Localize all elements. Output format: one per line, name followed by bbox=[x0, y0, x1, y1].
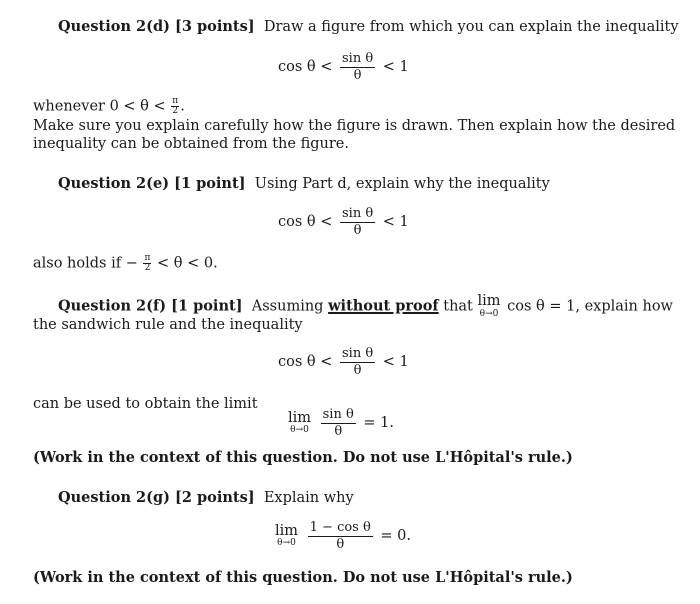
q2f-limit bbox=[288, 408, 394, 438]
q2g-note: (Work in the context of this question. Do not use L'Hôpital's rule.) bbox=[33, 569, 573, 586]
q2f-note: (Work in the context of this question. Do not use L'Hôpital's rule.) bbox=[33, 449, 573, 466]
q2e-also-den: 2 bbox=[144, 263, 151, 273]
q2g-limit-fraction bbox=[308, 521, 373, 551]
q2f-prompt-mid: that bbox=[443, 298, 473, 315]
q2g-limit-sub: θ→0 bbox=[277, 538, 296, 549]
q2d-condition bbox=[33, 97, 185, 116]
q2e-also-num: π bbox=[144, 253, 151, 263]
q2g-heading-line bbox=[58, 489, 354, 506]
q2f-inequality bbox=[278, 347, 409, 377]
q2g-limit-right: = 0. bbox=[380, 528, 412, 545]
q2d-heading-line bbox=[58, 18, 679, 35]
q2f-lim bbox=[478, 294, 501, 319]
q2d-ineq-left: cos θ < bbox=[278, 59, 333, 76]
q2f-lim-expr: cos θ = 1, explain how bbox=[507, 298, 673, 315]
q2e-fraction-numerator: sin θ bbox=[342, 206, 374, 221]
q2f-line2: the sandwich rule and the inequality bbox=[33, 317, 303, 333]
q2f-lim-word: lim bbox=[477, 293, 501, 309]
q2d-condition-num: π bbox=[172, 96, 179, 106]
q2f-ineq-left: cos θ < bbox=[278, 354, 333, 371]
q2f-fraction-numerator: sin θ bbox=[342, 346, 374, 361]
q2f-prompt-underlined: without proof bbox=[328, 297, 439, 315]
q2f-limit-fraction bbox=[321, 408, 356, 438]
q2f-limit-right: = 1. bbox=[363, 415, 395, 432]
q2g-heading: Question 2(g) [2 points] bbox=[58, 489, 255, 506]
q2d-condition-fraction bbox=[171, 97, 179, 116]
q2f-prompt-start: Assuming bbox=[251, 298, 324, 315]
q2g-limit-lim bbox=[275, 524, 298, 549]
q2e-prompt: Using Part d, explain why the inequality bbox=[254, 176, 550, 192]
q2e-heading-line bbox=[58, 175, 550, 192]
q2d-fraction-numerator: sin θ bbox=[342, 51, 374, 66]
q2f-limit-sub: θ→0 bbox=[290, 425, 309, 436]
q2d-instruction-line2: inequality can be obtained from the figure. bbox=[33, 136, 349, 152]
q2e-ineq-left: cos θ < bbox=[278, 214, 333, 231]
q2f-fraction bbox=[340, 347, 375, 377]
q2e-ineq-right: < 1 bbox=[382, 214, 409, 231]
q2g-limit-numerator: 1 − cos θ bbox=[309, 520, 371, 535]
q2d-prompt: Draw a figure from which you can explain the inequality bbox=[263, 19, 679, 35]
q2f-limit-lim bbox=[288, 411, 311, 436]
q2g-limit-denominator: θ bbox=[336, 536, 345, 552]
q2f-fraction-denominator: θ bbox=[353, 362, 362, 378]
q2e-also-holds bbox=[33, 254, 218, 273]
q2e-fraction bbox=[340, 207, 375, 237]
q2d-condition-den: 2 bbox=[172, 106, 179, 116]
q2e-also-fraction bbox=[143, 254, 151, 273]
q2d-instruction-line1: Make sure you explain carefully how the figure is drawn. Then explain how the desired bbox=[33, 118, 676, 134]
q2g-limit-word: lim bbox=[275, 522, 299, 539]
q2d-ineq-right: < 1 bbox=[382, 59, 409, 76]
q2e-also-prefix: also holds if − bbox=[33, 255, 138, 272]
q2f-heading-line bbox=[58, 294, 673, 319]
q2f-limit-word: lim bbox=[288, 409, 312, 426]
q2f-limit-denominator: θ bbox=[334, 423, 343, 439]
q2f-limit-numerator: sin θ bbox=[322, 407, 354, 422]
q2f-lim-sub: θ→0 bbox=[479, 308, 499, 319]
q2e-fraction-denominator: θ bbox=[353, 222, 362, 238]
q2f-limit-intro: can be used to obtain the limit bbox=[33, 396, 258, 412]
q2d-condition-suffix: . bbox=[180, 98, 185, 115]
q2e-also-suffix: < θ < 0. bbox=[157, 255, 218, 272]
q2e-heading: Question 2(e) [1 point] bbox=[58, 175, 246, 192]
q2f-ineq-right: < 1 bbox=[382, 354, 409, 371]
q2f-heading: Question 2(f) [1 point] bbox=[58, 297, 243, 315]
q2g-prompt: Explain why bbox=[263, 490, 354, 506]
q2e-inequality bbox=[278, 207, 409, 237]
q2d-fraction-denominator: θ bbox=[353, 67, 362, 83]
q2d-fraction bbox=[340, 52, 375, 82]
q2d-inequality bbox=[278, 52, 409, 82]
q2d-condition-prefix: whenever 0 < θ < bbox=[33, 98, 166, 115]
q2d-heading: Question 2(d) [3 points] bbox=[58, 18, 255, 35]
q2g-limit bbox=[275, 521, 411, 551]
